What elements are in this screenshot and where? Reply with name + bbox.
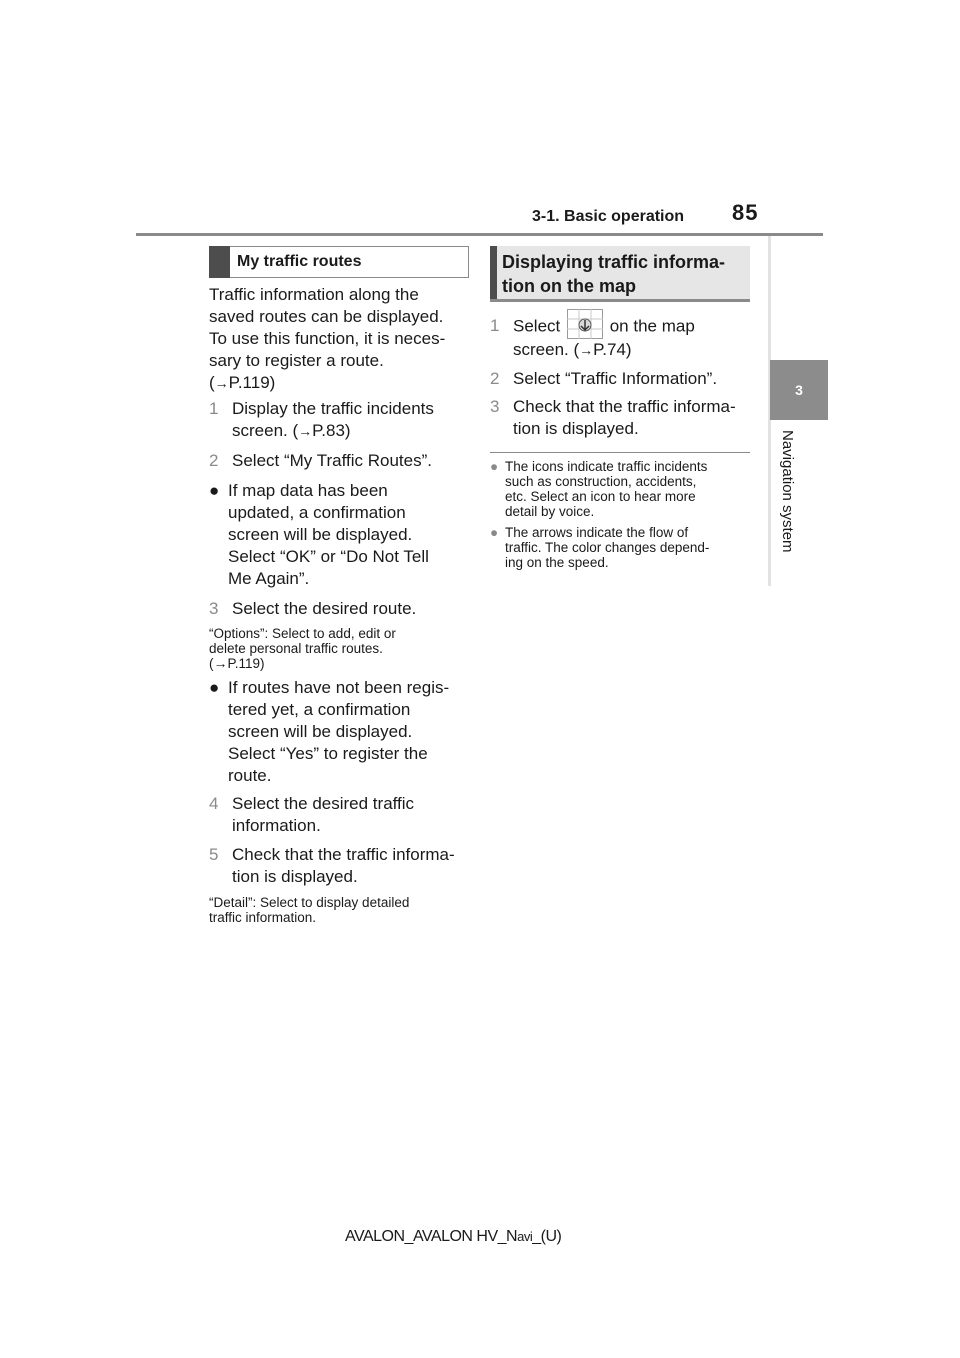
footer-doc-id: AVALON_AVALON HV_Navi_(U) [345, 1228, 562, 1245]
intro-reference[interactable]: (→P.119) [209, 373, 276, 392]
page-reference-link[interactable]: P.119) [227, 656, 265, 671]
step-5: 5 Check that the traffic informa- tion is displayed. [209, 845, 455, 886]
chapter-number: 3 [795, 382, 803, 398]
step-number: 1 [209, 399, 219, 418]
arrow-icon: → [298, 423, 313, 439]
chapter-tab[interactable] [770, 360, 828, 420]
chapter-title: Navigation system [779, 430, 796, 553]
arrow-icon: → [213, 655, 228, 671]
note-options: “Options”: Select to add, edit or delete personal traffic routes. (→P.119) [209, 626, 396, 671]
heading-bar [209, 246, 230, 278]
arrow-icon: → [579, 342, 594, 358]
info-icons: ● The icons indicate traffic incidents such as construction, accidents, etc. Select an icon to hear more detail by voice. [490, 459, 708, 519]
right-column [490, 246, 750, 570]
intro-line: Traffic information along the [209, 285, 419, 304]
step-1: 1 Select on the map screen. (→P.74) [490, 315, 750, 361]
bullet-icon: ● [209, 481, 220, 500]
step-number: 2 [209, 451, 219, 470]
section-title: 3-1. Basic operation [532, 208, 685, 225]
page-reference-link[interactable]: P.83) [312, 421, 351, 440]
step-4: 4 Select the desired traffic information. [209, 794, 415, 835]
step-number: 2 [490, 369, 500, 388]
header-rule [136, 233, 823, 236]
page-number: 85 [732, 200, 759, 225]
bullet-icon: ● [490, 525, 499, 540]
step-number: 3 [490, 397, 500, 416]
intro-line: sary to register a route. [209, 351, 384, 370]
section-heading-displaying-traffic: Displaying traffic informa- tion on the map [490, 246, 750, 302]
step-3: 3 Select the desired route. [209, 599, 417, 618]
section-heading-my-traffic-routes [209, 246, 469, 278]
intro-line: saved routes can be displayed. [209, 307, 444, 326]
step-1: 1 Display the traffic incidents screen. (→P.83) [209, 399, 434, 440]
page-reference-link[interactable]: P.74) [593, 340, 632, 359]
bullet-icon: ● [209, 678, 220, 697]
heading-text: My traffic routes [237, 253, 362, 270]
step-number: 4 [209, 794, 219, 813]
step-number: 3 [209, 599, 219, 618]
info-arrows: ● The arrows indicate the flow of traffic. The color changes depend- ing on the speed. [490, 525, 710, 570]
step-2: 2 Select “Traffic Information”. [490, 369, 718, 388]
traffic-map-icon[interactable] [567, 309, 603, 339]
step-number: 1 [490, 316, 500, 335]
step-number: 5 [209, 845, 219, 864]
step-2: 2 Select “My Traffic Routes”. [209, 451, 432, 470]
bullet-item: ● If routes have not been regis- tered yet, a confirmation screen will be displayed. Select “Yes” to register the route. [209, 678, 450, 785]
bullet-item: ● If map data has been updated, a confirmation screen will be displayed. Select “OK” or “Do Not Tell Me Again”. [209, 481, 429, 588]
bullet-icon: ● [490, 459, 499, 474]
intro-line: To use this function, it is neces- [209, 329, 446, 348]
heading-bar [490, 246, 497, 299]
left-column [209, 246, 469, 925]
arrow-icon: → [214, 375, 229, 391]
note-detail: “Detail”: Select to display detailed traffic information. [209, 895, 410, 925]
step-3: 3 Check that the traffic informa- tion is displayed. [490, 397, 736, 438]
